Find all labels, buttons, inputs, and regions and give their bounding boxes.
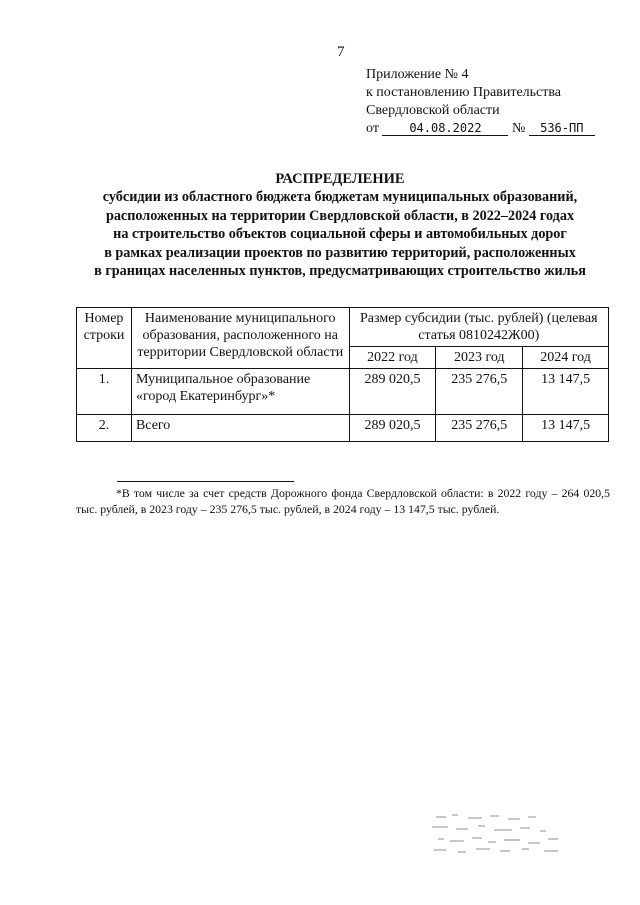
footnote: *В том числе за счет средств Дорожного фонда Свердловской области: в 2022 году – 264 020,5 тыс. рублей, в 2023 году – 235 276,5 тыс. рублей, в 2024 году – 13 147,5 тыс. рублей. — [76, 486, 610, 516]
decree-number: 536-ПП — [529, 121, 595, 136]
row-name: Муниципальное образование «город Екатеринбург»* — [131, 369, 349, 415]
row-value-2023: 235 276,5 — [436, 369, 523, 415]
header-year-2022: 2022 год — [349, 347, 436, 369]
appendix-line-2: к постановлению Правительства — [366, 85, 562, 100]
number-prefix: № — [511, 121, 526, 136]
appendix-date-row — [366, 120, 595, 138]
subsidy-table — [76, 307, 609, 442]
header-num: Номер строки — [77, 308, 132, 369]
title-line: на строительство объектов социальной сферы и автомобильных дорог — [113, 226, 567, 243]
row-num: 1. — [77, 369, 132, 415]
document-title — [70, 170, 610, 280]
appendix-line-1: Приложение № 4 — [366, 67, 469, 82]
row-value-2024: 13 147,5 — [523, 369, 609, 415]
row-value-2024: 13 147,5 — [523, 415, 609, 442]
row-value-2022: 289 020,5 — [349, 369, 436, 415]
row-name: Всего — [131, 415, 349, 442]
footnote-separator — [117, 481, 294, 482]
title-line: субсидии из областного бюджета бюджетам муниципальных образований, — [102, 189, 578, 206]
page-number: 7 — [337, 44, 345, 60]
appendix-block — [366, 66, 595, 138]
decree-date: 04.08.2022 — [382, 121, 508, 136]
row-value-2022: 289 020,5 — [349, 415, 436, 442]
date-prefix: от — [366, 121, 379, 136]
table-row — [77, 415, 609, 442]
table-row — [77, 369, 609, 415]
header-subsidy: Размер субсидии (тыс. рублей) (целевая статья 0810242Ж00) — [349, 308, 608, 347]
header-year-2023: 2023 год — [436, 347, 523, 369]
appendix-line-3: Свердловской области — [366, 103, 500, 118]
header-name: Наименование муниципального образования, расположенного на территории Свердловской области — [131, 308, 349, 369]
row-value-2023: 235 276,5 — [436, 415, 523, 442]
table-header-row — [77, 308, 609, 347]
title-line: в рамках реализации проектов по развитию территорий, расположенных — [104, 244, 576, 261]
header-year-2024: 2024 год — [523, 347, 609, 369]
row-num: 2. — [77, 415, 132, 442]
title-line: в границах населенных пунктов, предусматривающих строительство жилья — [94, 263, 586, 280]
faint-stamp-mark — [428, 812, 578, 856]
title-main: РАСПРЕДЕЛЕНИЕ — [275, 171, 405, 187]
title-line: расположенных на территории Свердловской области, в 2022–2024 годах — [105, 207, 575, 224]
